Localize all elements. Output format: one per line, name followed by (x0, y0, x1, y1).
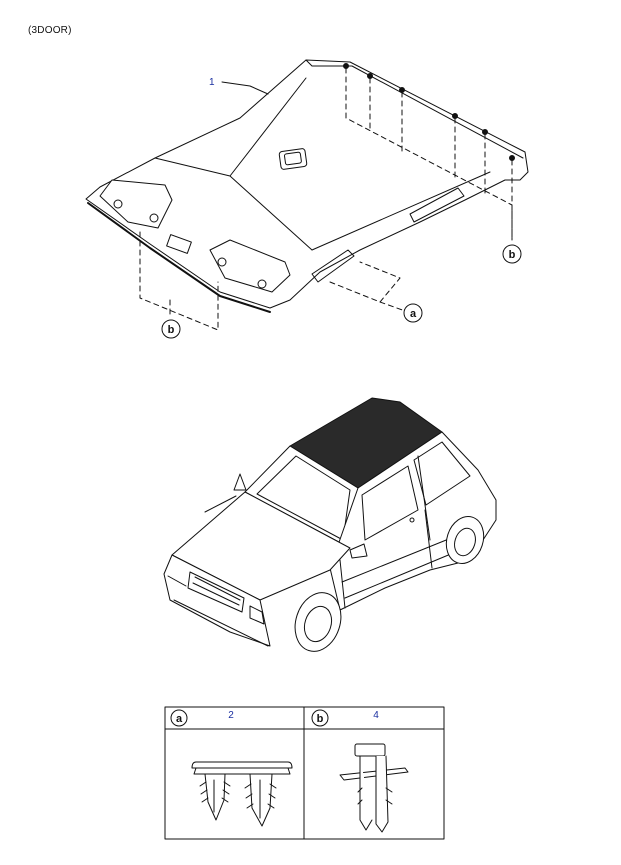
svg-text:b: b (508, 249, 516, 261)
detail-callout-b-right (503, 245, 521, 263)
item-number-1: 1 (209, 77, 215, 88)
svg-text:a: a (409, 308, 417, 320)
part-number-4: 4 (373, 710, 379, 721)
car-illustration (164, 398, 496, 657)
fastener-table (165, 707, 444, 839)
svg-text:b: b (167, 324, 175, 336)
headlining-panel (86, 60, 528, 312)
svg-text:b: b (316, 713, 324, 725)
svg-text:a: a (175, 713, 183, 725)
variant-label: (3DOOR) (28, 25, 72, 36)
callout-item-1 (209, 77, 268, 94)
part-number-2: 2 (228, 710, 234, 721)
detail-callout-b-left (162, 320, 180, 338)
detail-callout-a (404, 304, 422, 322)
